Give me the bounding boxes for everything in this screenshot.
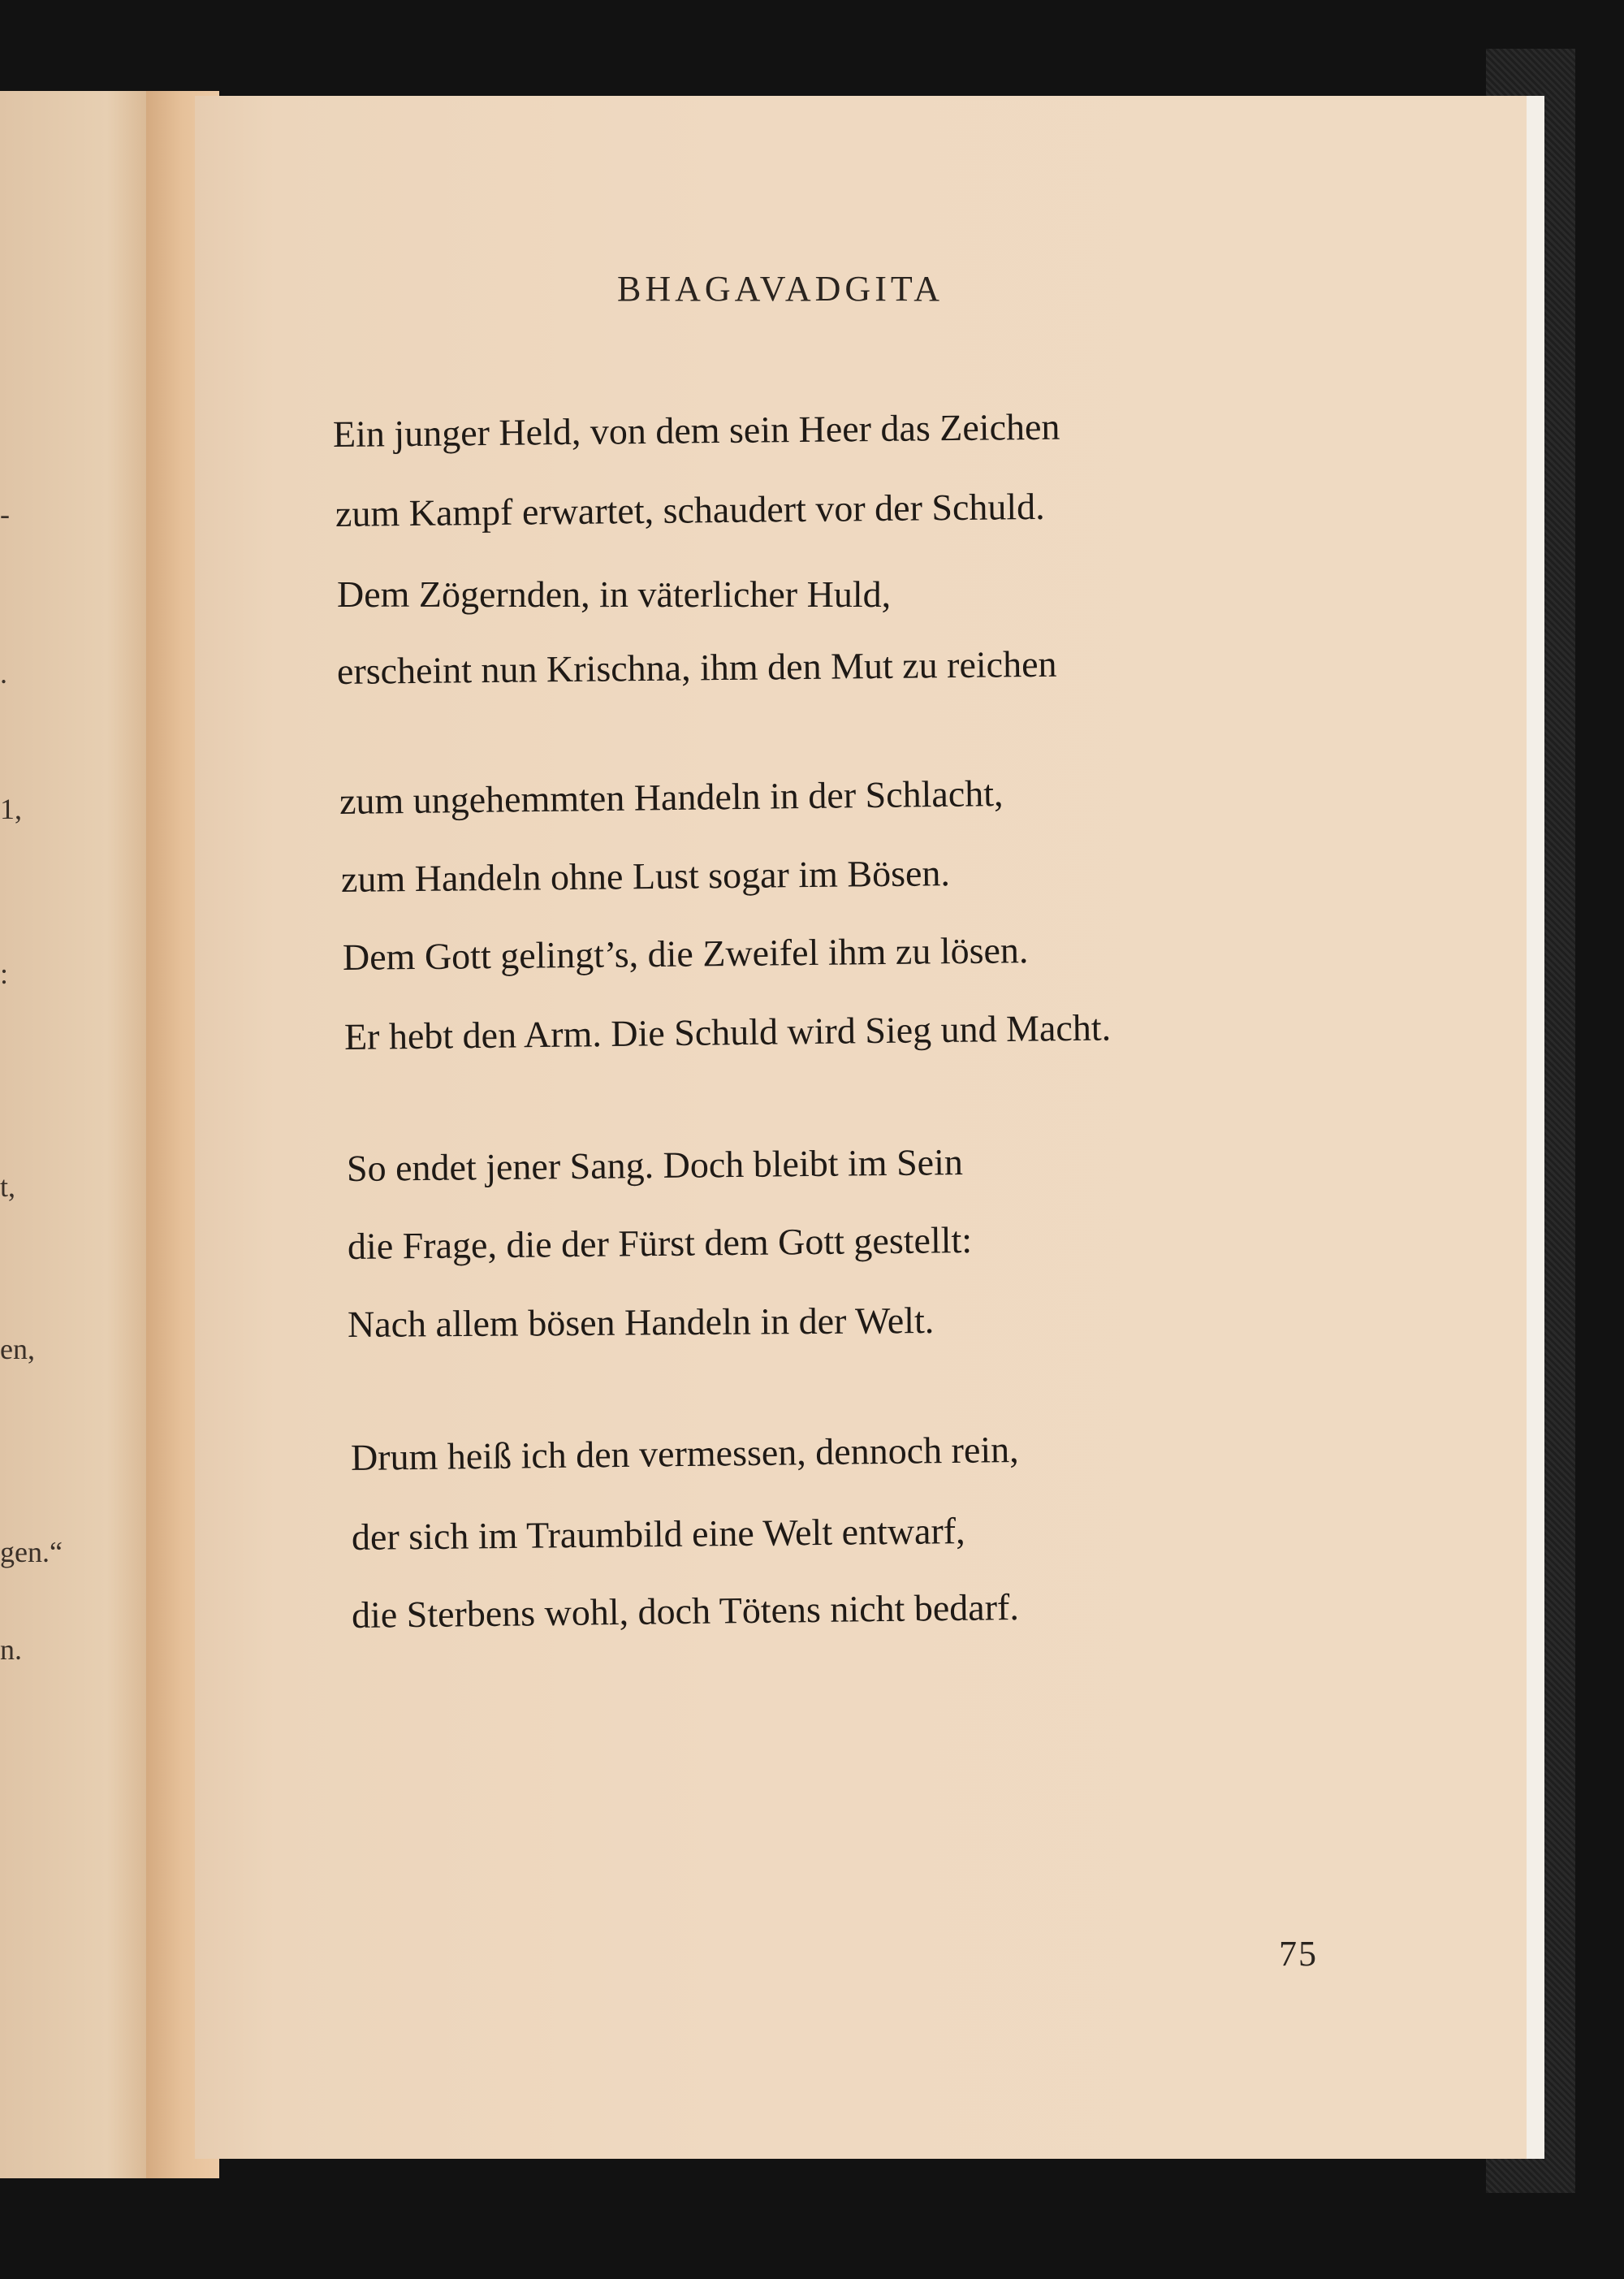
poem-line: Er hebt den Arm. Die Schuld wird Sieg und Macht. <box>343 1006 1112 1057</box>
poem-line: So endet jener Sang. Doch bleibt im Sein <box>346 1141 964 1189</box>
poem-line: Dem Gott gelingt’s, die Zweifel ihm zu lösen. <box>342 929 1029 978</box>
left-fragment: en, <box>0 1333 35 1365</box>
poem-line: Drum heiß ich den vermessen, dennoch rein, <box>350 1428 1019 1478</box>
left-fragment: : <box>0 958 9 990</box>
left-fragment: . <box>0 657 7 690</box>
poem-line: der sich im Traumbild eine Welt entwarf, <box>351 1510 965 1558</box>
left-page-text-fragments <box>0 0 63 2279</box>
left-fragment: - <box>0 498 10 530</box>
poem-line: die Frage, die der Fürst dem Gott gestellt: <box>347 1218 973 1267</box>
left-fragment: 1, <box>0 793 22 825</box>
right-page <box>195 96 1527 2159</box>
poem-line: Dem Zögernden, in väterlicher Huld, <box>337 573 892 615</box>
left-fragment: t, <box>0 1170 16 1203</box>
left-fragment: n. <box>0 1633 22 1666</box>
poem-line: zum Handeln ohne Lust sogar im Bösen. <box>340 852 951 900</box>
poem-line: Ein junger Held, von dem sein Heer das Zeichen <box>332 405 1060 455</box>
left-fragment: gen.“ <box>0 1536 63 1568</box>
poem-line: zum Kampf erwartet, schaudert vor der Schuld. <box>335 485 1045 534</box>
page-number: 75 <box>1279 1934 1318 1974</box>
running-title: BHAGAVADGITA <box>617 269 944 309</box>
poem-line: zum ungehemmten Handeln in der Schlacht, <box>339 772 1004 822</box>
poem-line: erscheint nun Krischna, ihm den Mut zu reichen <box>336 642 1057 692</box>
poem-line: Nach allem bösen Handeln in der Welt. <box>347 1299 935 1345</box>
poem-line: die Sterbens wohl, doch Tötens nicht bedarf. <box>351 1585 1020 1636</box>
